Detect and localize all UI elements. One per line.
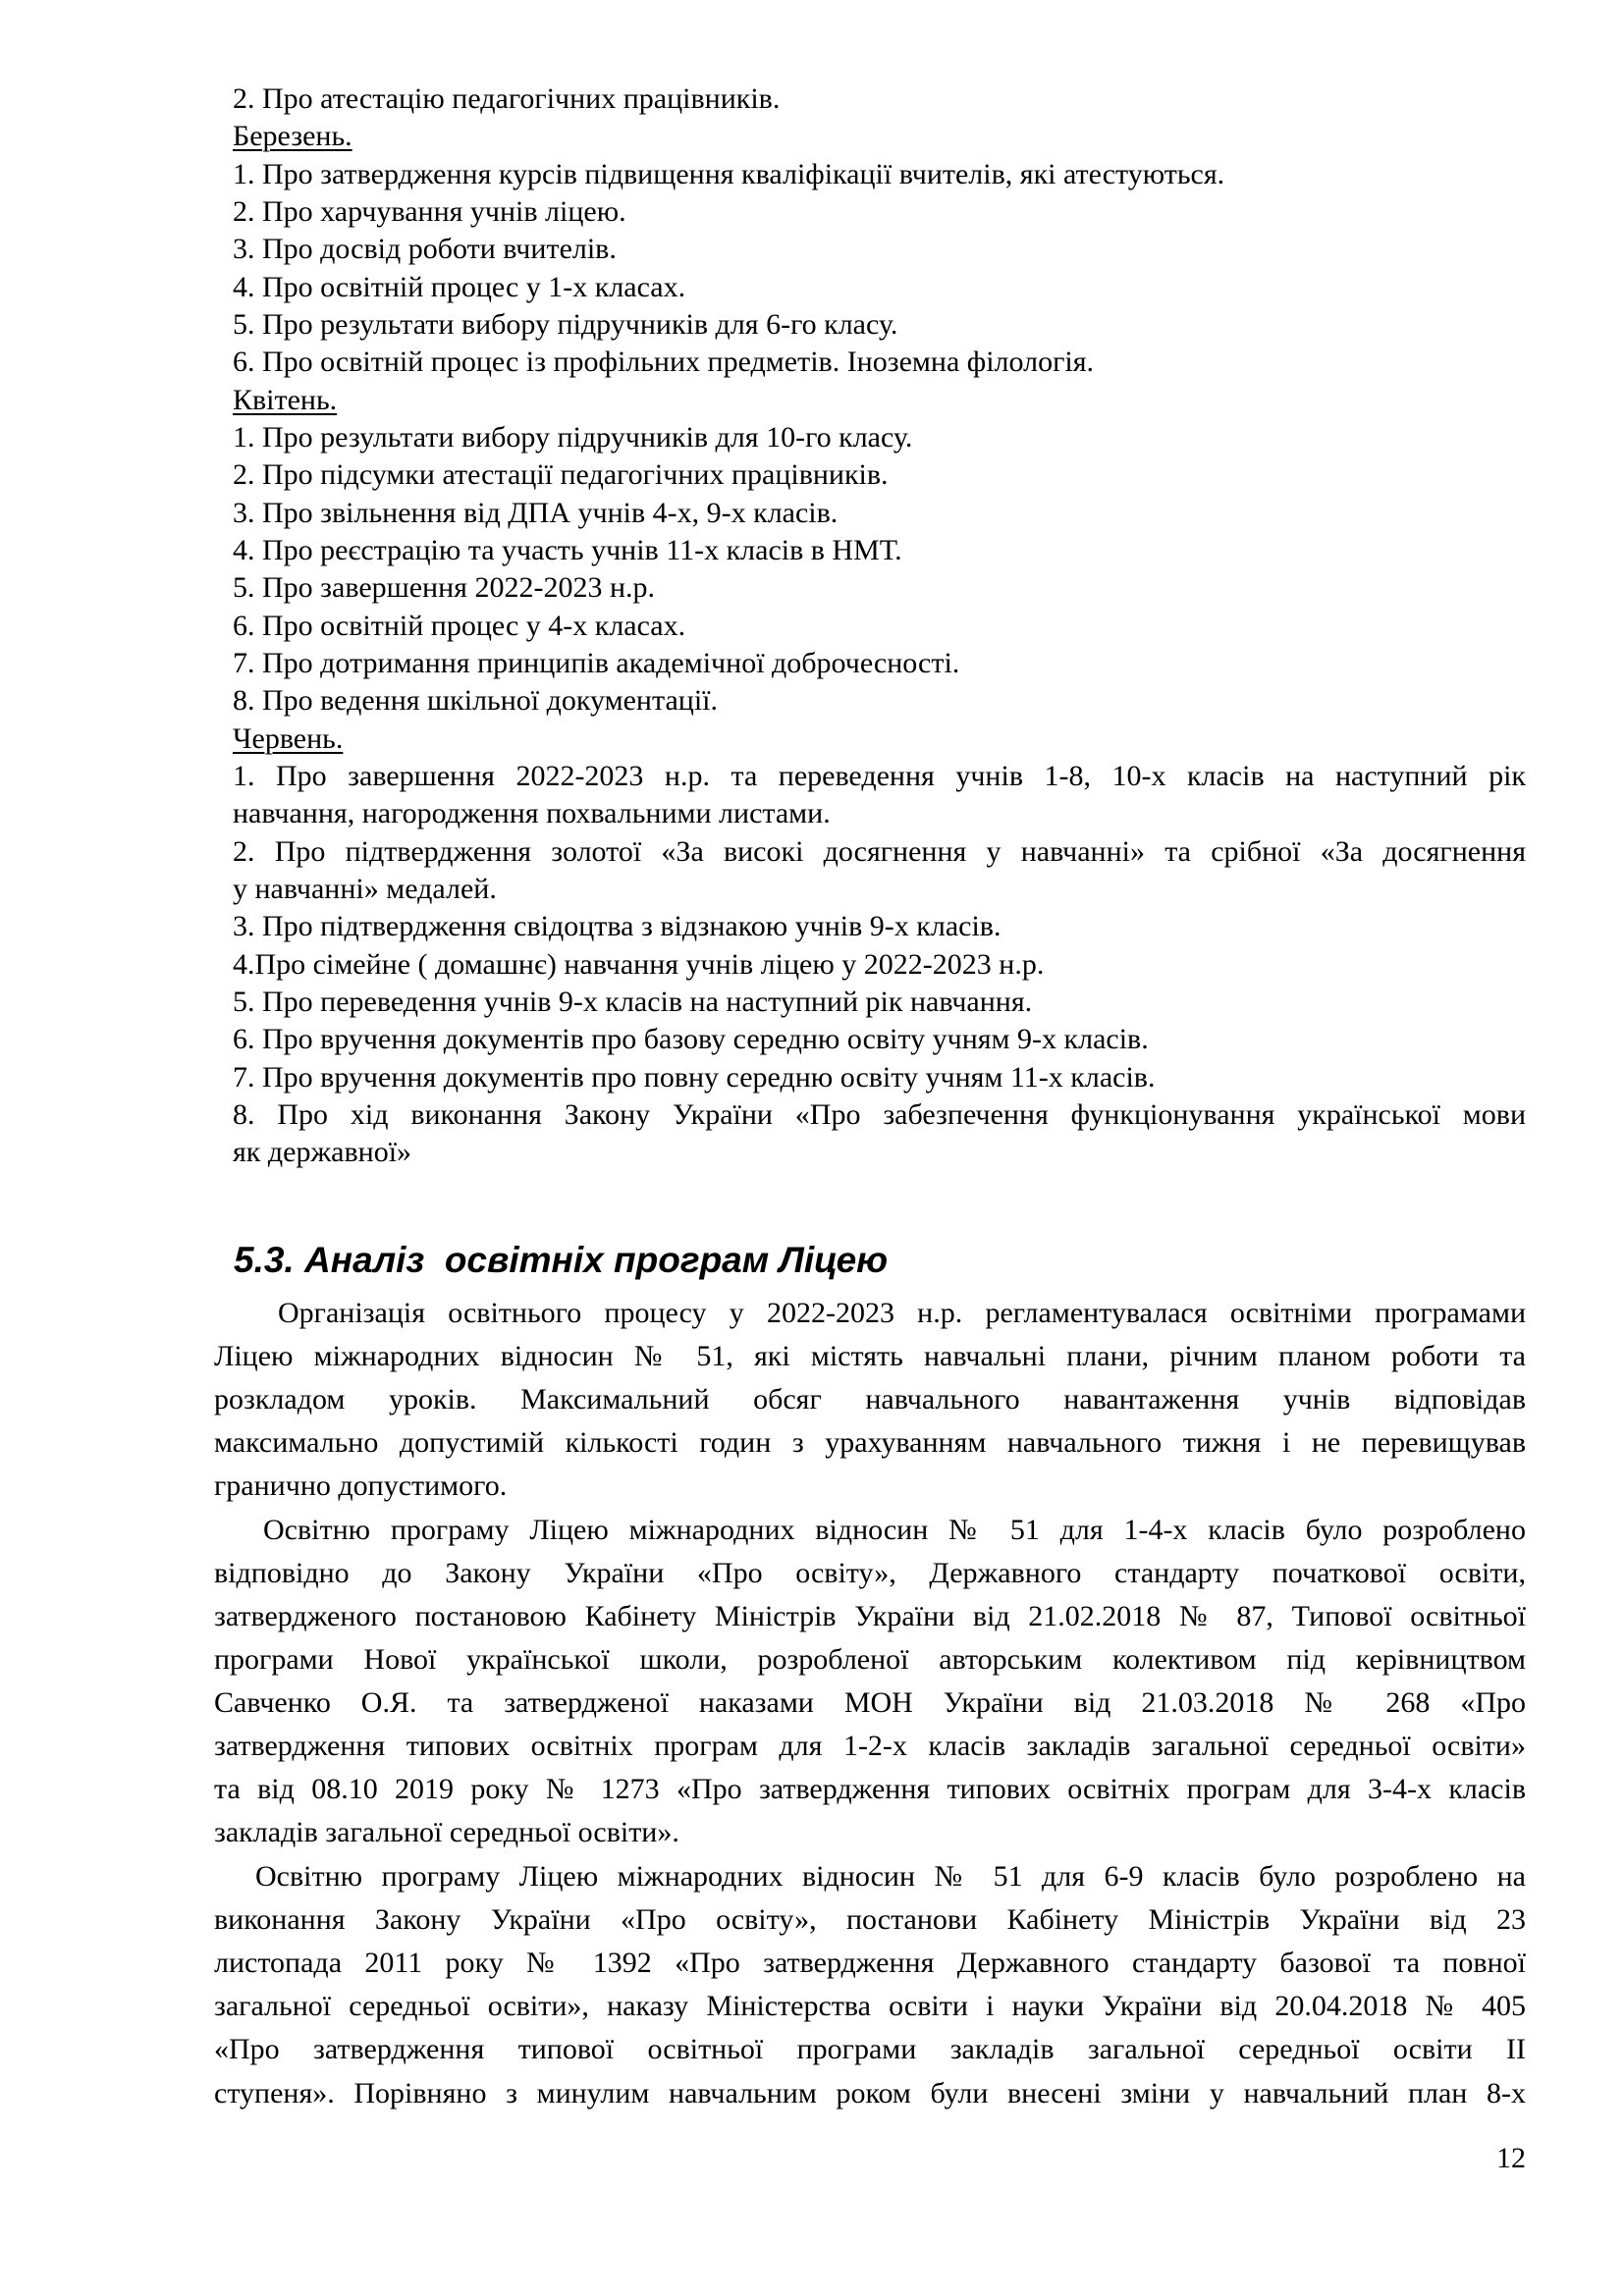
paragraph-line: загальної середньої освіти», наказу Міністерства освіти і науки України від 20.04.2018 № 405	[214, 1990, 1526, 2022]
paragraph-line: Освітню програму Ліцею міжнародних відносин № 51 для 1-4-х класів було розроблено	[263, 1514, 1526, 1546]
month-heading-april	[233, 382, 1526, 419]
list-item: 3. Про звільнення від ДПА учнів 4-х, 9-х класів.	[233, 497, 839, 529]
month-heading-june	[233, 721, 1526, 758]
list-item: 3. Про підтвердження свідоцтва з відзнакою учнів 9-х класів.	[233, 910, 1001, 942]
list-item: 5. Про переведення учнів 9-х класів на наступний рік навчання.	[233, 986, 1033, 1018]
list-item-continuation: у навчанні» медалей.	[233, 873, 497, 905]
list-item: 3. Про досвід роботи вчителів.	[233, 233, 617, 265]
section-heading: 5.3. Аналіз освітніх програм Ліцею	[234, 1240, 889, 1280]
list-item: 2. Про харчування учнів ліцею.	[233, 195, 626, 228]
paragraph-line: затвердженого постановою Кабінету Міністрів України від 21.02.2018 № 87, Типової освітньої	[214, 1600, 1526, 1632]
paragraph-line: Організація освітнього процесу у 2022-2023 н.р. регламентувалася освітніми програмами	[278, 1297, 1526, 1329]
paragraph-line: затвердження типових освітніх програм для 1-2-х класів закладів загальної середньої освіти»	[214, 1730, 1526, 1762]
list-item-continuation: навчання, нагородження похвальними листами.	[233, 797, 831, 829]
paragraph-line: Освітню програму Ліцею міжнародних відносин № 51 для 6-9 класів було розроблено на	[255, 1860, 1526, 1893]
list-item: 1. Про завершення 2022-2023 н.р. та переведення учнів 1-8, 10-х класів на наступний рік	[233, 760, 1526, 792]
month-label: Червень.	[233, 722, 344, 755]
paragraph-line: Савченко О.Я. та затвердженої наказами МОН України від 21.03.2018 № 268 «Про	[214, 1686, 1526, 1719]
list-item: 8. Про хід виконання Закону України «Про забезпечення функціонування української мови	[233, 1098, 1526, 1131]
list-item: 7. Про дотримання принципів академічної доброчесності.	[233, 647, 960, 679]
list-item: 4.Про сімейне ( домашнє) навчання учнів ліцею у 2022-2023 н.р.	[233, 948, 1045, 981]
paragraph-line: та від 08.10 2019 року № 1273 «Про затвердження типових освітніх програм для 3-4-х класів	[214, 1773, 1526, 1805]
paragraph-line: гранично допустимого.	[214, 1469, 508, 1502]
list-item: 6. Про освітній процес у 4-х класах.	[233, 610, 686, 642]
list-item-continuation: як державної»	[233, 1136, 412, 1168]
list-item: 4. Про освітній процес у 1-х класах.	[233, 271, 686, 303]
list-item: 1. Про затвердження курсів підвищення кваліфікації вчителів, які атестуються.	[233, 158, 1225, 190]
paragraph-line: розкладом уроків. Максимальний обсяг навчального навантаження учнів відповідав	[214, 1383, 1526, 1415]
list-item: 2. Про атестацію педагогічних працівників.	[233, 82, 781, 115]
paragraph-line: відповідно до Закону України «Про освіту», Державного стандарту початкової освіти,	[214, 1557, 1526, 1589]
paragraph-line: максимально допустимій кількості годин з урахуванням навчального тижня і не перевищував	[214, 1426, 1526, 1459]
list-item: 6. Про вручення документів про базову середню освіту учням 9-х класів.	[233, 1023, 1149, 1055]
list-item: 6. Про освітній процес із профільних предметів. Іноземна філологія.	[233, 346, 1095, 378]
month-heading-march	[233, 118, 1526, 155]
list-item: 2. Про підсумки атестації педагогічних працівників.	[233, 458, 889, 491]
list-item: 5. Про завершення 2022-2023 н.р.	[233, 571, 656, 604]
month-label: Квітень.	[233, 384, 338, 416]
paragraph-line: виконання Закону України «Про освіту», постанови Кабінету Міністрів України від 23	[214, 1903, 1526, 1936]
page-number: 12	[1496, 2142, 1526, 2174]
list-item: 2. Про підтвердження золотої «За високі досягнення у навчанні» та срібної «За досягнення	[233, 835, 1526, 868]
paragraph-line: листопада 2011 року № 1392 «Про затвердження Державного стандарту базової та повної	[214, 1947, 1526, 1979]
month-label: Березень.	[233, 120, 352, 152]
list-item: 8. Про ведення шкільної документації.	[233, 684, 719, 717]
list-item: 5. Про результати вибору підручників для 6-го класу.	[233, 308, 898, 341]
paragraph-line: ступеня». Порівняно з минулим навчальним роком були внесені зміни у навчальний план 8-х	[214, 2077, 1526, 2109]
paragraph-line: Ліцею міжнародних відносин № 51, які містять навчальні плани, річним планом роботи та	[214, 1340, 1526, 1372]
paragraph-line: програми Нової української школи, розробленої авторським колективом під керівництвом	[214, 1643, 1526, 1676]
list-item: 7. Про вручення документів про повну середню освіту учням 11-х класів.	[233, 1061, 1156, 1094]
paragraph-line: закладів загальної середньої освіти».	[214, 1816, 679, 1848]
list-item: 4. Про реєстрацію та участь учнів 11-х класів в НМТ.	[233, 534, 902, 566]
list-item: 1. Про результати вибору підручників для 10-го класу.	[233, 421, 913, 454]
paragraph-line: «Про затвердження типової освітньої програми закладів загальної середньої освіти ІІ	[214, 2033, 1526, 2065]
